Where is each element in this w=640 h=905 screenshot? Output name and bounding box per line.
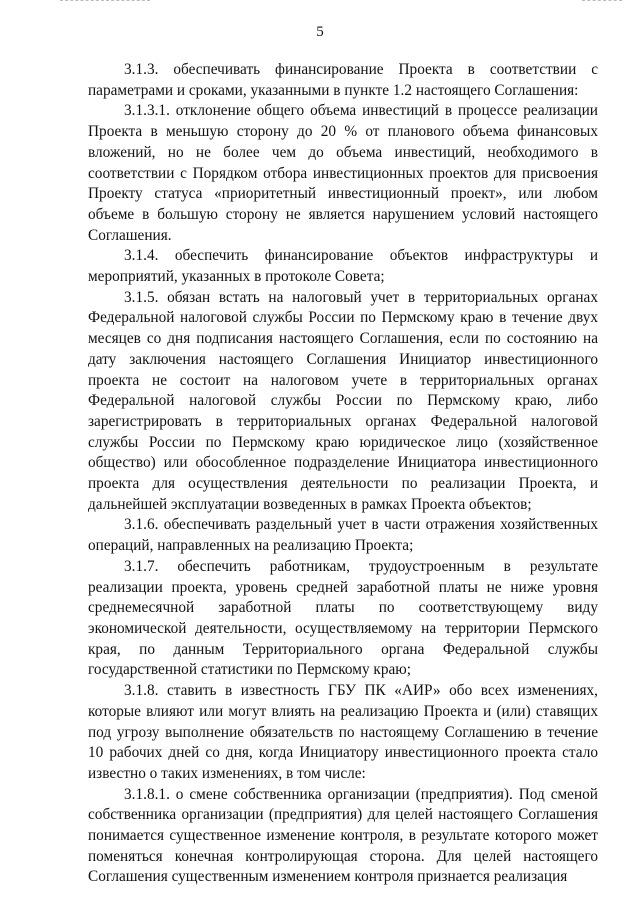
clause-3-1-8-1: 3.1.8.1. о смене собственника организации (предприятия). Под сменой собственника организации (предприятия) для целей настоящего Соглашения понимается существенное изменение контроля, в результате которого может поменяться конечная контролирующая сторона. Для целей настоящего Соглашения существенным изменением контроля признается реализация — [88, 785, 598, 886]
clause-3-1-5: 3.1.5. обязан встать на налоговый учет в территориальных органах Федеральной налоговой службы России по Пермскому краю в течение двух месяцев со дня подписания настоящего Соглашения, если по состоянию на дату заключения настоящего Соглашения Инициатор инвестиционного проекта не состоит на налоговом учете в территориальных органах Федеральной налоговой службы России по Пермскому краю, либо зарегистрировать в территориальных органах Федеральной налоговой службы России по Пермскому краю юридическое лицо (хозяйственное общество) или обособленное подразделение Инициатора инвестиционного проекта для осуществления деятельности по реализации Проекта, и дальнейшей эксплуатации возведенных в рамках Проекта объектов; — [88, 288, 598, 513]
page-number: 5 — [316, 24, 324, 40]
scan-edge-mark — [582, 0, 622, 2]
clause-3-1-3: 3.1.3. обеспечивать финансирование Проекта в соответствии с параметрами и сроками, указанными в пункте 1.2 настоящего Соглашения: — [88, 61, 598, 99]
clause-3-1-7: 3.1.7. обеспечить работникам, трудоустроенным в результате реализации проекта, уровень средней заработной платы не ниже уровня среднемесячной заработной платы по соответствующему виду экономической деятельности, осуществляемому на территории Пермского края, по данным Территориального органа Федеральной службы государственной статистики по Пермскому краю; — [88, 557, 598, 679]
scan-edge-mark — [60, 0, 150, 2]
document-body — [88, 60, 598, 888]
clause-3-1-3-1: 3.1.3.1. отклонение общего объема инвестиций в процессе реализации Проекта в меньшую сторону до 20 % от планового объема финансовых вложений, но не более чем до объема инвестиций, необходимого в соответствии с Порядком отбора инвестиционных проектов для присвоения Проекту статуса «приоритетный инвестиционный проект», или любом объеме в большую сторону не является нарушением условий настоящего Соглашения. — [88, 102, 598, 244]
clause-3-1-6: 3.1.6. обеспечивать раздельный учет в части отражения хозяйственных операций, направленных на реализацию Проекта; — [88, 516, 598, 555]
clause-3-1-4: 3.1.4. обеспечить финансирование объектов инфраструктуры и мероприятий, указанных в протоколе Совета; — [88, 247, 598, 286]
clause-3-1-8: 3.1.8. ставить в известность ГБУ ПК «АИР» обо всех изменениях, которые влияют или могут влиять на реализацию Проекта и (или) ставящих под угрозу выполнение обязательств по настоящему Соглашению в течение 10 рабочих дней со дня, когда Инициатору инвестиционного проекта стало известно о таких изменениях, в том числе: — [88, 682, 598, 782]
